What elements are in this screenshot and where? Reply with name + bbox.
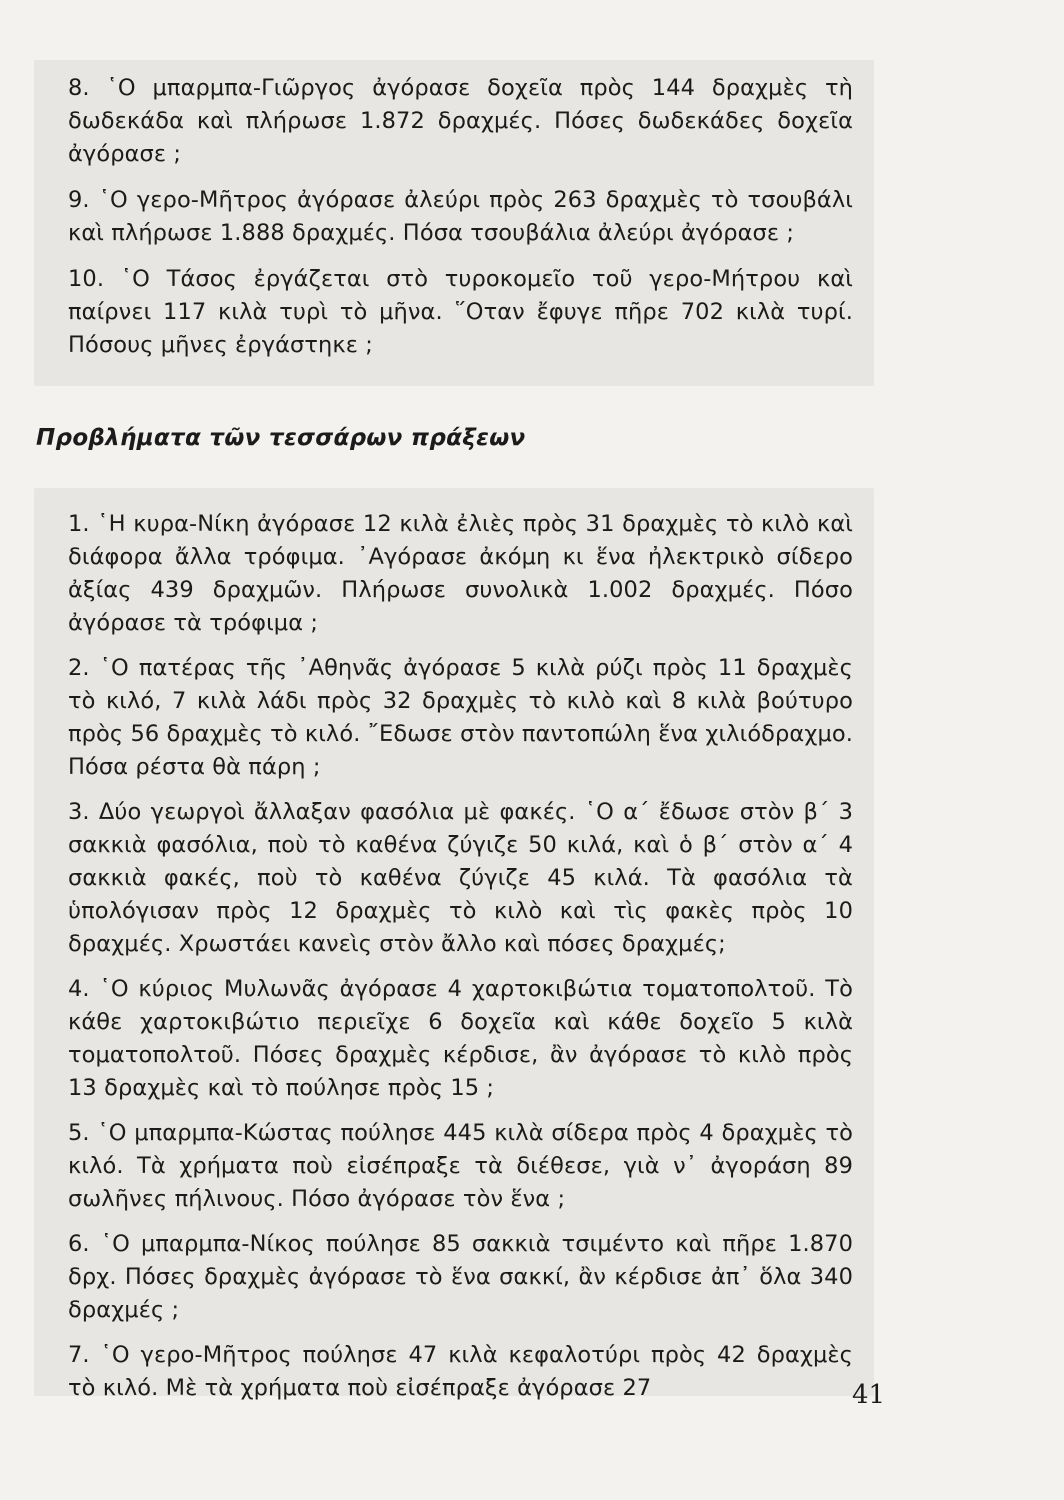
problems-top-group <box>68 72 853 375</box>
problem-6: 6. ῾Ο μπαρμπα-Νίκος πούλησε 85 σακκιὰ τσιμέντο καὶ πῆρε 1.870 δρχ. Πόσες δραχμὲς ἀγόρασε τὸ ἕνα σακκί, ἂν κέρδισε ἀπ᾿ ὅλα 340 δραχμές ; <box>68 1231 853 1323</box>
problem-2: 2. ῾Ο πατέρας τῆς ᾿Αθηνᾶς ἀγόρασε 5 κιλὰ ρύζι πρὸς 11 δραχμὲς τὸ κιλό, 7 κιλὰ λάδι πρὸς 32 δραχμὲς τὸ κιλὸ καὶ 8 κιλὰ βούτυρο πρὸς 56 δραχμὲς τὸ κιλό. ῎Εδωσε στὸν παντοπώλη ἕνα χιλιόδραχμο. Πόσα ρέστα θὰ πάρη ; <box>68 655 853 780</box>
problem-10: 10. ῾Ο Τάσος ἐργάζεται στὸ τυροκομεῖο τοῦ γερο-Μήτρου καὶ παίρνει 117 κιλὰ τυρὶ τὸ μῆνα. ῞Οταν ἔφυγε πῆρε 702 κιλὰ τυρί. Πόσους μῆνες ἐργάστηκε ; <box>68 266 853 358</box>
problem-1: 1. ῾Η κυρα-Νίκη ἀγόρασε 12 κιλὰ ἐλιὲς πρὸς 31 δραχμὲς τὸ κιλὸ καὶ διάφορα ἄλλα τρόφιμα. ᾿Αγόρασε ἀκόμη κι ἕνα ἠλεκτρικὸ σίδερο ἀξίας 439 δραχμῶν. Πλήρωσε συνολικὰ 1.002 δραχμές. Πόσο ἀγόρασε τὰ τρόφιμα ; <box>68 511 853 636</box>
problem-7: 7. ῾Ο γερο-Μῆτρος πούλησε 47 κιλὰ κεφαλοτύρι πρὸς 42 δραχμὲς τὸ κιλό. Μὲ τὰ χρήματα ποὺ εἰσέπραξε ἀγόρασε 27 <box>68 1342 853 1401</box>
problems-main-group <box>68 508 853 1417</box>
problem-4: 4. ῾Ο κύριος Μυλωνᾶς ἀγόρασε 4 χαρτοκιβώτια τοματοπολτοῦ. Τὸ κάθε χαρτοκιβώτιο περιεῖχε 6 δοχεῖα καὶ κάθε δοχεῖο 5 κιλὰ τοματοπολτοῦ. Πόσες δραχμὲς κέρδισε, ἂν ἀγόρασε τὸ κιλὸ πρὸς 13 δραχμὲς καὶ τὸ πούλησε πρὸς 15 ; <box>68 976 853 1101</box>
problem-8: 8. ῾Ο μπαρμπα-Γιῶργος ἀγόρασε δοχεῖα πρὸς 144 δραχμὲς τὴ δωδεκάδα καὶ πλήρωσε 1.872 δραχμές. Πόσες δωδεκάδες δοχεῖα ἀγόρασε ; <box>68 75 853 167</box>
section-title: Προβλήματα τῶν τεσσάρων πράξεων <box>36 425 526 451</box>
problem-9: 9. ῾Ο γερο-Μῆτρος ἀγόρασε ἀλεύρι πρὸς 263 δραχμὲς τὸ τσουβάλι καὶ πλήρωσε 1.888 δραχμές. Πόσα τσουβάλια ἀλεύρι ἀγόρασε ; <box>68 187 853 246</box>
problem-5: 5. ῾Ο μπαρμπα-Κώστας πούλησε 445 κιλὰ σίδερα πρὸς 4 δραχμὲς τὸ κιλό. Τὰ χρήματα ποὺ εἰσέπραξε τὰ διέθεσε, γιὰ ν᾿ ἀγοράση 89 σωλῆνες πήλινους. Πόσο ἀγόρασε τὸν ἕνα ; <box>68 1120 853 1212</box>
page-number: 41 <box>852 1380 886 1410</box>
problem-3: 3. Δύο γεωργοὶ ἄλλαξαν φασόλια μὲ φακές. ῾Ο α΄ ἔδωσε στὸν β΄ 3 σακκιὰ φασόλια, ποὺ τὸ καθένα ζύγιζε 50 κιλά, καὶ ὁ β΄ στὸν α΄ 4 σακκιὰ φακές, ποὺ τὸ καθένα ζύγιζε 45 κιλά. Τὰ φασόλια τὰ ὑπολόγισαν πρὸς 12 δραχμὲς τὸ κιλὸ καὶ τὶς φακὲς πρὸς 10 δραχμές. Χρωστάει κανεὶς στὸν ἄλλο καὶ πόσες δραχμές; <box>68 799 853 957</box>
